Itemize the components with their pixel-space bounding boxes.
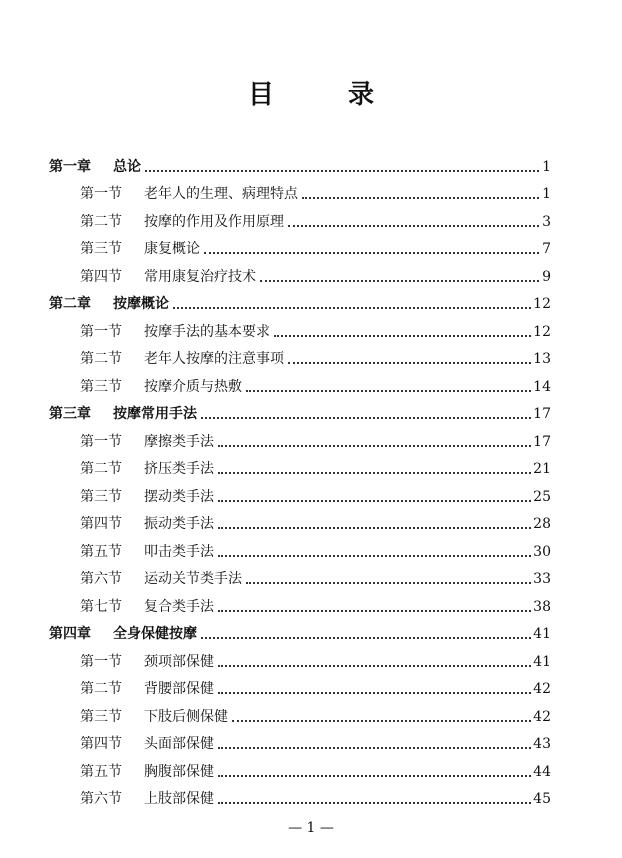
section-title: 老年人的生理、病理特点 <box>144 186 298 202</box>
section-number: 第二节 <box>80 681 122 697</box>
section-number: 第一节 <box>80 186 122 202</box>
section-title: 按摩的作用及作用原理 <box>144 213 284 230</box>
dot-leader <box>288 215 539 227</box>
section-number: 第六节 <box>80 791 122 807</box>
toc-section-row <box>49 203 551 231</box>
section-number: 第五节 <box>80 763 122 780</box>
dot-leader <box>246 572 531 584</box>
dot-leader <box>260 270 539 282</box>
section-number: 第三节 <box>80 708 122 725</box>
section-title: 复合类手法 <box>144 598 214 615</box>
page-reference: 25 <box>533 488 551 505</box>
toc-section-row <box>49 643 551 671</box>
section-title: 按摩介质与热敷 <box>144 378 242 395</box>
section-number: 第三节 <box>80 488 122 505</box>
page-reference: 13 <box>533 351 551 367</box>
section-title: 头面部保健 <box>144 736 214 752</box>
page-reference: 38 <box>533 598 551 615</box>
page-reference: 17 <box>533 406 551 422</box>
section-number: 第六节 <box>80 571 122 587</box>
page-reference: 41 <box>533 653 551 670</box>
toc-section-row <box>49 341 551 369</box>
section-title: 按摩手法的基本要求 <box>144 323 270 340</box>
page-reference: 44 <box>533 763 551 780</box>
section-number: 第三节 <box>80 378 122 395</box>
section-title: 上肢部保健 <box>144 791 214 807</box>
page-reference: 14 <box>533 378 551 395</box>
toc-chapter-row <box>49 396 551 424</box>
table-of-contents <box>49 148 551 808</box>
section-title: 振动类手法 <box>144 516 214 532</box>
dot-leader <box>218 462 531 474</box>
chapter-number: 第一章 <box>49 158 91 175</box>
toc-section-row <box>49 231 551 259</box>
toc-section-row <box>49 506 551 534</box>
page-reference: 1 <box>542 186 551 202</box>
page-reference: 43 <box>533 736 551 752</box>
page-reference: 9 <box>542 268 551 285</box>
section-title: 下肢后侧保健 <box>144 708 228 725</box>
dot-leader <box>274 325 531 337</box>
dot-leader <box>173 297 531 309</box>
toc-section-row <box>49 561 551 589</box>
section-title: 挤压类手法 <box>144 461 214 477</box>
dot-leader <box>218 765 531 777</box>
toc-section-row <box>49 533 551 561</box>
dot-leader <box>201 407 531 419</box>
dot-leader <box>288 352 531 364</box>
page-reference: 12 <box>533 296 551 312</box>
section-title: 常用康复治疗技术 <box>144 268 256 285</box>
dot-leader <box>204 242 539 254</box>
section-number: 第一节 <box>80 433 122 450</box>
dot-leader <box>218 792 531 804</box>
dot-leader <box>302 187 539 199</box>
toc-chapter-row <box>49 286 551 314</box>
dot-leader <box>218 600 531 612</box>
dot-leader <box>232 710 531 722</box>
page-reference: 41 <box>533 626 551 642</box>
dot-leader <box>218 435 531 447</box>
page-reference: 42 <box>533 708 551 725</box>
chapter-title: 按摩常用手法 <box>113 406 197 422</box>
toc-section-row <box>49 753 551 781</box>
section-title: 运动关节类手法 <box>144 571 242 587</box>
section-title: 摆动类手法 <box>144 488 214 505</box>
page-reference: 3 <box>542 213 551 230</box>
section-title: 背腰部保健 <box>144 681 214 697</box>
dot-leader <box>201 627 531 639</box>
chapter-title: 按摩概论 <box>113 296 169 312</box>
toc-section-row <box>49 698 551 726</box>
page-reference: 42 <box>533 681 551 697</box>
toc-chapter-row <box>49 148 551 176</box>
section-number: 第五节 <box>80 543 122 560</box>
section-title: 颈项部保健 <box>144 653 214 670</box>
toc-section-row <box>49 451 551 479</box>
section-number: 第四节 <box>80 516 122 532</box>
dot-leader <box>218 517 531 529</box>
chapter-title: 总论 <box>113 158 141 175</box>
toc-section-row <box>49 478 551 506</box>
toc-chapter-row <box>49 616 551 644</box>
section-number: 第一节 <box>80 653 122 670</box>
section-number: 第七节 <box>80 598 122 615</box>
section-number: 第二节 <box>80 213 122 230</box>
page-title: 目 录 <box>247 80 398 110</box>
page-reference: 30 <box>533 543 551 560</box>
chapter-title: 全身保健按摩 <box>113 626 197 642</box>
toc-section-row <box>49 368 551 396</box>
toc-section-row <box>49 423 551 451</box>
dot-leader <box>218 490 531 502</box>
toc-section-row <box>49 176 551 204</box>
dot-leader <box>218 737 531 749</box>
toc-section-row <box>49 726 551 754</box>
section-number: 第二节 <box>80 461 122 477</box>
chapter-number: 第三章 <box>49 406 91 422</box>
section-number: 第一节 <box>80 323 122 340</box>
chapter-number: 第二章 <box>49 296 91 312</box>
page-reference: 45 <box>533 791 551 807</box>
chapter-number: 第四章 <box>49 626 91 642</box>
page-reference: 17 <box>533 433 551 450</box>
dot-leader <box>218 682 531 694</box>
section-number: 第二节 <box>80 351 122 367</box>
page-reference: 7 <box>542 241 551 257</box>
section-number: 第四节 <box>80 268 122 285</box>
dot-leader <box>218 655 531 667</box>
page-reference: 28 <box>533 516 551 532</box>
section-number: 第三节 <box>80 241 122 257</box>
page-reference: 21 <box>533 461 551 477</box>
section-title: 叩击类手法 <box>144 543 214 560</box>
section-title: 康复概论 <box>144 241 200 257</box>
section-number: 第四节 <box>80 736 122 752</box>
page-number: — 1 — <box>288 820 334 836</box>
section-title: 胸腹部保健 <box>144 763 214 780</box>
toc-section-row <box>49 588 551 616</box>
dot-leader <box>246 380 531 392</box>
toc-section-row <box>49 258 551 286</box>
page-reference: 1 <box>542 158 551 175</box>
dot-leader <box>218 545 531 557</box>
page-reference: 33 <box>533 571 551 587</box>
toc-section-row <box>49 671 551 699</box>
page-reference: 12 <box>533 323 551 340</box>
section-title: 摩擦类手法 <box>144 433 214 450</box>
dot-leader <box>145 160 539 172</box>
section-title: 老年人按摩的注意事项 <box>144 351 284 367</box>
toc-section-row <box>49 781 551 809</box>
toc-section-row <box>49 313 551 341</box>
